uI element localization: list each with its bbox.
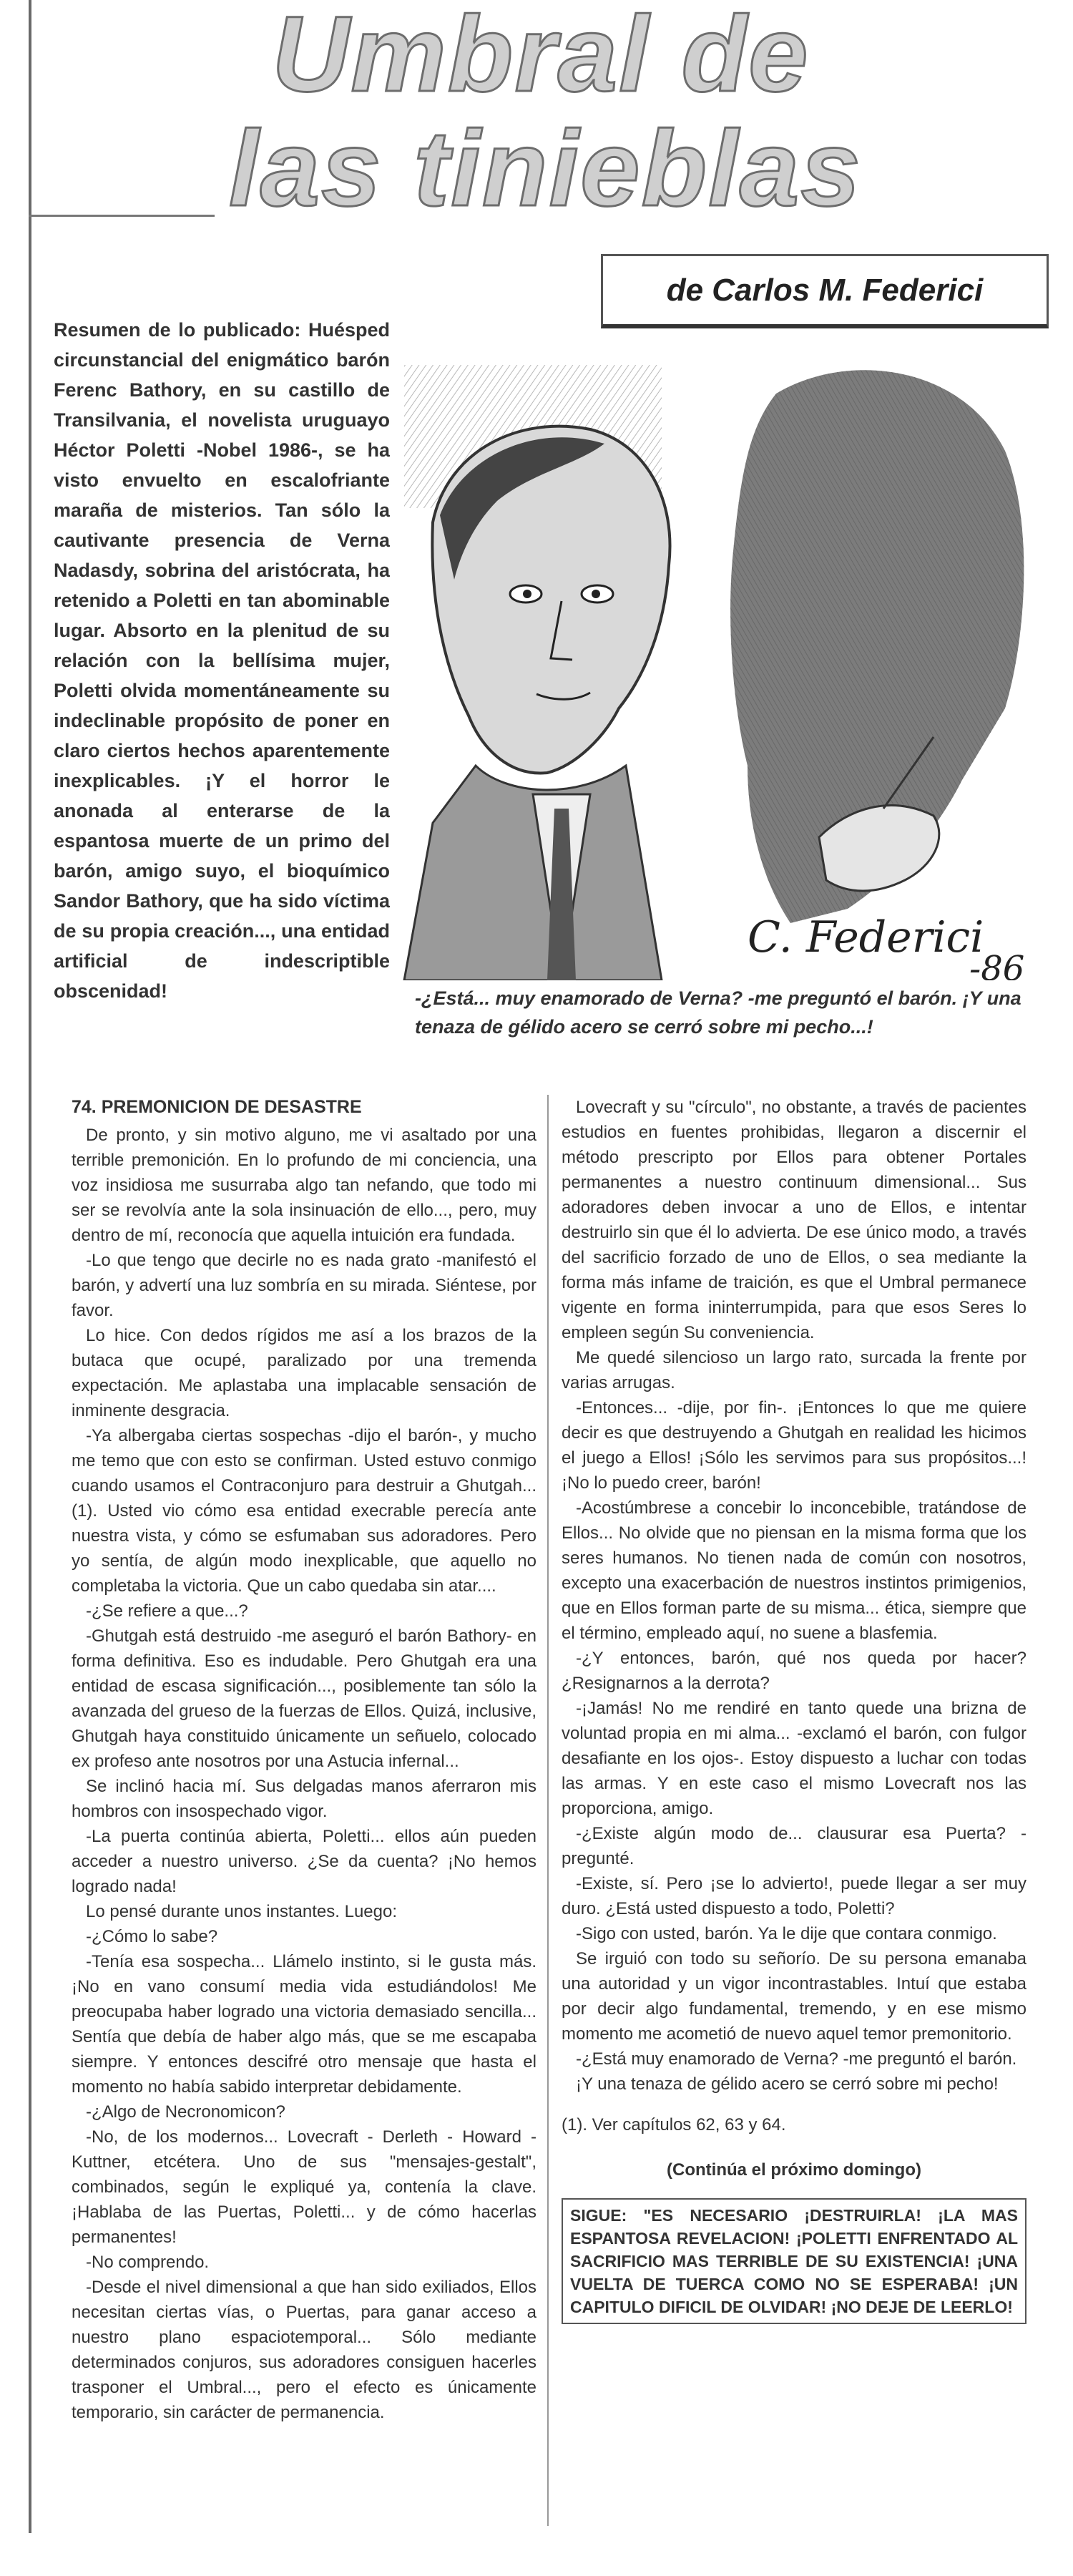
section-heading: 74. PREMONICION DE DESASTRE — [72, 1097, 362, 1117]
paragraph: De pronto, y sin motivo alguno, me vi asaltado por una terrible premonición. En lo profundo de mi conciencia, una voz insidiosa me susurraba algo tan nefando, que todo mi ser se revolvía ante la sola insinuación de ello..., pero, muy dentro de mí, reconocía que aquella intuición era fundada. — [72, 1126, 536, 1245]
author-byline: de Carlos M. Federici — [666, 272, 984, 308]
paragraph: -¿Cómo lo sabe? — [86, 1927, 218, 1946]
paragraph: Lovecraft y su "círculo", no obstante, a través de pacientes estudios en fuentes prohibidas, llegaron a discernir el método prescripto por Ellos para obtener Portales permanentes a nuestro continuum dimensional... Sus adoradores deben invocar a uno de Ellos, e intentar destruirlo sin que él lo advierta. De ese único modo, a través del sacrificio forzado de uno de Ellos, o sea mediante la forma más infame de traición, es que el Umbral permanece vigente en forma ininterrumpida, para que esos Seres lo empleen según Su conveniencia. — [562, 1098, 1027, 1342]
paragraph: -¿Está muy enamorado de Verna? -me preguntó el barón. — [576, 2049, 1017, 2069]
illustration-year: -86 — [969, 949, 1025, 980]
paragraph: -Lo que tengo que decirle no es nada grato -manifestó el barón, y advertí una luz sombría en su mirada. Siéntese, por favor. — [72, 1251, 536, 1320]
paragraph: -Sigo con usted, barón. Ya le dije que contara conmigo. — [576, 1924, 997, 1943]
continued-notice: (Continúa el próximo domingo) — [667, 2160, 921, 2180]
byline-box — [601, 254, 1049, 328]
summary-text: Resumen de lo publicado: Huésped circunstancial del enigmático barón Ferenc Bathory, en su castillo de Transilvania, el novelista uruguayo Héctor Poletti -Nobel 1986-, se ha visto envuelto en escalofriante maraña de misterios. Tan sólo la cautivante presencia de Verna Nadasdy, sobrina del aristócrata, ha retenido a Poletti en tan abominable lugar. Absorto en la plenitud de su relación con la bellísima mujer, Poletti olvida momentáneamente su indeclinable propósito de poner en claro ciertos hechos aparentemente inexplicables. ¡Y el horror le anonada al enterarse de la espantosa muerte de un primo del barón, amigo suyo, el bioquímico Sandor Bathory, que ha sido víctima de su propia creación..., una entidad artificial de indescriptible obscenidad! — [54, 319, 390, 1002]
paragraph: -Ya albergaba ciertas sospechas -dijo el barón-, y mucho me temo que con esto se confirman. Usted estuvo conmigo cuando usamos el Contraconjuro para destruir a Ghutgah... (1). Usted vio cómo esa entidad execrable perecía ante nuestra vista, y cómo se esfumaban sus adoradores. Pero yo sentía, de algún modo inexplicable, que aquello no completaba la victoria. Que un cabo quedaba sin atar.... — [72, 1426, 536, 1596]
right-column — [562, 1095, 1027, 2324]
left-column — [72, 1095, 536, 2425]
paragraph: -Desde el nivel dimensional a que han sido exiliados, Ellos necesitan ciertas vías, o Puertas, para ganar acceso a nuestro plano espaciotemporal... Sólo mediante determinados conjuros, sus adoradores consiguen hacerles trasponer el Umbral..., pero el efecto es únicamente temporario, sin carácter de permanencia. — [72, 2278, 536, 2422]
column-divider — [547, 1095, 549, 2526]
paragraph: -Entonces... -dije, por fin-. ¡Entonces lo que me quiere decir es que destruyendo a Ghutgah en realidad les hicimos el juego a Ellos! ¡Sólo les servimos para sus propósitos...! ¡No lo puedo creer, barón! — [562, 1398, 1027, 1493]
top-rule — [29, 215, 215, 217]
paragraph: Se inclinó hacia mí. Sus delgadas manos aferraron mis hombros con insospechado vigor. — [72, 1777, 536, 1821]
illustration-caption: -¿Está... muy enamorado de Verna? -me preguntó el barón. ¡Y una tenaza de gélido acero se cerró sobre mi pecho...! — [415, 987, 1021, 1038]
paragraph: -¿Se refiere a que...? — [86, 1601, 248, 1621]
paragraph: -No, de los modernos... Lovecraft - Derleth - Howard - Kuttner, etcétera. Uno de sus "mensajes-gestalt", combinados, según le expliqué ya, contenía la clave. ¡Hablaba de las Puertas, Poletti... y de cómo hacerlas permanentes! — [72, 2127, 536, 2247]
paragraph: -Tenía esa sospecha... Llámelo instinto, si le gusta más. ¡No en vano consumí media vida estudiándolos! Me preocupaba haber logrado una victoria demasiado sencilla... Sentía que debía de haber algo más, que se me escapaba siempre. Y entonces descifré otro mensaje que hasta el momento no había sabido interpretar debidamente. — [72, 1952, 536, 2097]
title-line-2: las tinieblas — [229, 108, 862, 228]
paragraph: -Ghutgah está destruido -me aseguró el barón Bathory- en forma definitiva. Eso es indudable. Pero Ghutgah era una entidad de escasa significación..., posiblemente tan sólo la avanzada del grueso de la fuerzas de Ellos. Quizá, inclusive, Ghutgah haya constituido únicamente un señuelo, colocado ex profeso ante nosotros por una Astucia infernal... — [72, 1626, 536, 1771]
paragraph: -¿Algo de Necronomicon? — [86, 2102, 285, 2122]
paragraph: -No comprendo. — [86, 2253, 210, 2272]
left-border-rule — [29, 0, 31, 2533]
title-line-1: Umbral de — [272, 0, 810, 114]
paragraph: -Existe, sí. Pero ¡se lo advierto!, puede llegar a ser muy duro. ¿Está usted dispuesto a todo, Poletti? — [562, 1874, 1027, 1918]
paragraph: Lo hice. Con dedos rígidos me así a los brazos de la butaca que ocupé, paralizado por una tremenda expectación. Me aplastaba una implacable sensación de inminente desgracia. — [72, 1326, 536, 1420]
paragraph: -¡Jamás! No me rendiré en tanto quede una brizna de voluntad propia en mi alma... -exclamó el barón, con fulgor desafiante en los ojos-. Estoy dispuesto a luchar con todas las armas. Y en este caso el mismo Lovecraft nos las proporciona, amigo. — [562, 1699, 1027, 1818]
paragraph: ¡Y una tenaza de gélido acero se cerró sobre mi pecho! — [576, 2074, 999, 2094]
illustration-signature: C. Federici — [748, 912, 984, 962]
illustration — [390, 336, 1066, 980]
footnote: (1). Ver capítulos 62, 63 y 64. — [562, 2115, 786, 2135]
paragraph: -¿Y entonces, barón, qué nos queda por hacer? ¿Resignarnos a la derrota? — [562, 1649, 1027, 1693]
next-episode-teaser: SIGUE: "ES NECESARIO ¡DESTRUIRLA! ¡LA MAS ESPANTOSA REVELACION! ¡POLETTI ENFRENTADO AL SACRIFICIO MAS TERRIBLE DE SU EXISTENCIA! ¡UNA VUELTA DE TUERCA COMO NO SE ESPERABA! ¡UN CAPITULO DIFICIL DE OLVIDAR! ¡NO DEJE DE LEERLO! — [562, 2198, 1027, 2324]
paragraph: Lo pensé durante unos instantes. Luego: — [86, 1902, 397, 1921]
paragraph: -La puerta continúa abierta, Poletti... ellos aún pueden acceder a nuestro universo. ¿Se da cuenta? ¡No hemos logrado nada! — [72, 1827, 536, 1896]
paragraph: Me quedé silencioso un largo rato, surcada la frente por varias arrugas. — [562, 1348, 1027, 1392]
paragraph: -Acostúmbrese a concebir lo inconcebible, tratándose de Ellos... No olvide que no piensan en la misma forma que los seres humanos. No tienen nada de común con nosotros, excepto una exacerbación de nuestros instintos primigenios, que en Ellos forman parte de su misma... ética, siempre que el término, empleado aquí, no suene a blasfemia. — [562, 1498, 1027, 1643]
paragraph: -¿Existe algún modo de... clausurar esa Puerta? -pregunté. — [562, 1824, 1027, 1868]
paragraph: Se irguió con todo su señorío. De su persona emanaba una autoridad y un vigor incontrastables. Intuí que estaba por decir algo fundamental, tremendo, y en ese mismo momento me acometió de nuevo aquel temor premonitorio. — [562, 1949, 1027, 2044]
illustration-drawing — [390, 336, 1066, 980]
